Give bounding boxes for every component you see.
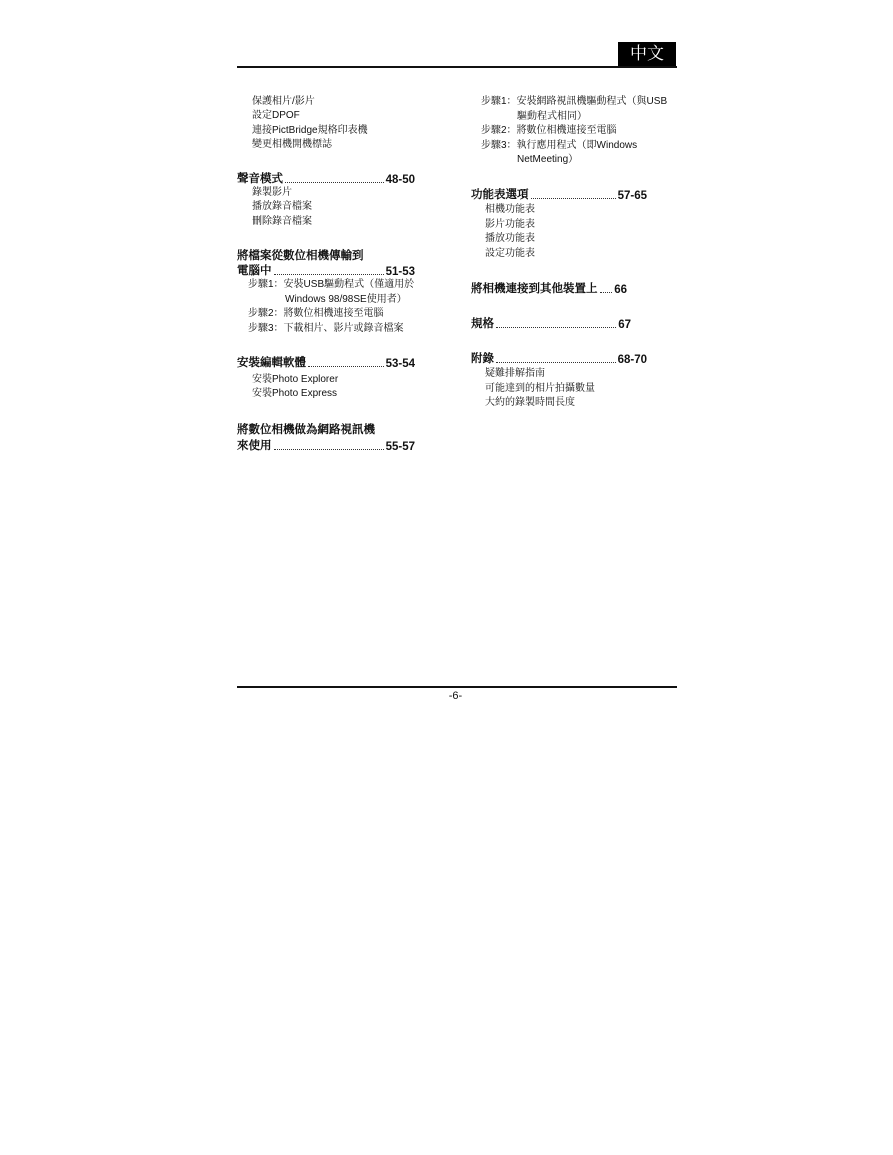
toc-heading-title: 功能表選項	[471, 189, 529, 201]
toc-leader-dots	[274, 448, 384, 450]
toc-subitem: 影片功能表	[485, 219, 535, 230]
toc-subitem: 錄製影片	[252, 187, 292, 198]
language-badge: 中文	[618, 42, 676, 66]
toc-subitem: 步驟2：將數位相機連接至電腦	[481, 125, 617, 136]
toc-subitem: 疑難排解指南	[485, 368, 545, 379]
footer-rule	[237, 686, 677, 688]
toc-heading-title: 將相機連接到其他裝置上	[471, 283, 598, 295]
toc-heading-sound-mode	[237, 170, 415, 186]
toc-page-range: 48-50	[385, 174, 415, 186]
toc-subitem: 刪除錄音檔案	[252, 216, 312, 227]
toc-heading-title: 來使用	[237, 440, 272, 452]
toc-leader-dots	[496, 326, 616, 328]
toc-leader-dots	[600, 291, 613, 293]
toc-page-range: 66	[614, 284, 627, 296]
toc-subitem: 設定功能表	[485, 248, 535, 259]
toc-page-range: 67	[618, 319, 631, 331]
toc-leader-dots	[285, 181, 384, 183]
toc-subitem: 播放功能表	[485, 233, 535, 244]
toc-subitem: 可能達到的相片拍攝數量	[485, 383, 595, 394]
toc-subitem: NetMeeting）	[517, 154, 579, 165]
toc-heading-connect-devices	[471, 280, 627, 296]
toc-subitem: 步驟1：安裝網路視訊機驅動程式（與USB	[481, 96, 668, 107]
toc-subitem: 大約的錄製時間長度	[485, 397, 575, 408]
toc-heading-title: 電腦中	[237, 265, 272, 277]
toc-leader-dots	[496, 361, 616, 363]
toc-heading-title: 附錄	[471, 353, 494, 365]
toc-leader-dots	[274, 273, 384, 275]
toc-subitem: 安裝Photo Express	[252, 388, 338, 399]
toc-leader-dots	[531, 197, 616, 199]
toc-heading-line1: 將數位相機做為網路視訊機	[237, 424, 375, 436]
toc-subitem: 相機功能表	[485, 204, 535, 215]
toc-heading-install-software	[237, 354, 415, 370]
toc-heading-transfer	[237, 262, 415, 278]
toc-subitem: 安裝Photo Explorer	[252, 374, 339, 385]
toc-page-range: 53-54	[385, 358, 415, 370]
toc-subitem: 連接PictBridge規格印表機	[252, 125, 368, 136]
toc-subitem: Windows 98/98SE使用者）	[285, 294, 407, 305]
header-rule	[237, 66, 677, 68]
toc-heading-title: 規格	[471, 318, 494, 330]
toc-subitem: 步驟1：安裝USB驅動程式（僅適用於	[248, 279, 415, 290]
toc-subitem: 步驟2：將數位相機連接至電腦	[248, 308, 384, 319]
toc-heading-title: 聲音模式	[237, 173, 283, 185]
toc-heading-title: 安裝編輯軟體	[237, 357, 306, 369]
toc-subitem: 保護相片/影片	[252, 96, 315, 107]
toc-page-range: 57-65	[617, 190, 647, 202]
toc-heading-specifications	[471, 315, 631, 331]
toc-subitem: 驅動程式相同）	[517, 111, 587, 122]
toc-subitem: 設定DPOF	[252, 110, 300, 121]
toc-heading-webcam	[237, 437, 415, 453]
toc-page-range: 55-57	[385, 441, 415, 453]
toc-heading-menu-options	[471, 186, 647, 202]
page-number: -6-	[448, 690, 463, 702]
toc-page-range: 68-70	[617, 354, 647, 366]
toc-subitem: 變更相機開機標誌	[252, 139, 332, 150]
toc-subitem: 播放錄音檔案	[252, 201, 312, 212]
toc-heading-appendix	[471, 350, 647, 366]
toc-subitem: 步驟3：執行應用程式（即Windows	[481, 140, 638, 151]
toc-page-range: 51-53	[385, 266, 415, 278]
toc-heading-line1: 將檔案從數位相機傳輸到	[237, 250, 364, 262]
toc-subitem: 步驟3：下載相片、影片或錄音檔案	[248, 323, 404, 334]
toc-leader-dots	[308, 365, 384, 367]
page-number-row	[0, 690, 892, 702]
